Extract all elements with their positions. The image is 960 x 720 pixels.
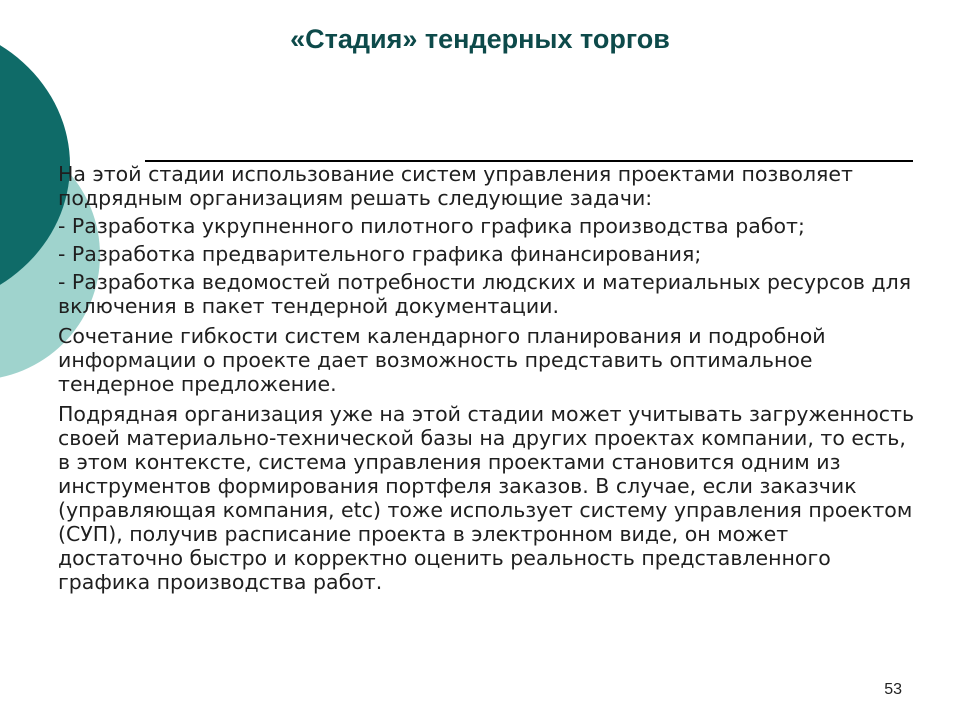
slide-body	[58, 162, 918, 600]
slide-title: «Стадия» тендерных торгов	[290, 24, 670, 54]
task-item: - Разработка предварительного графика финансирования;	[58, 242, 702, 266]
paragraph-flexibility: Сочетание гибкости систем календарного планирования и подробной информации о проекте дает возможность представить оптимальное тендерное предложение.	[58, 324, 826, 396]
paragraph-contractor: Подрядная организация уже на этой стадии может учитывать загруженность своей материально-технической базы на других проектах компании, то есть, в этом контексте, система управления проектами становится одним из инструментов формирования портфеля заказов. В случае, если заказчик (управляющая компания, etc) тоже использует систему управления проектом (СУП), получив расписание проекта в электронном виде, он может достаточно быстро и корректно оценить реальность представленного графика производства работ.	[58, 402, 915, 594]
task-item: - Разработка ведомостей потребности людских и материальных ресурсов для включения в пакет тендерной документации.	[58, 270, 912, 318]
task-item: - Разработка укрупненного пилотного графика производства работ;	[58, 214, 805, 238]
page-number: 53	[884, 681, 902, 698]
intro-paragraph: На этой стадии использование систем управления проектами позволяет подрядным организациям решать следующие задачи:	[58, 162, 853, 210]
